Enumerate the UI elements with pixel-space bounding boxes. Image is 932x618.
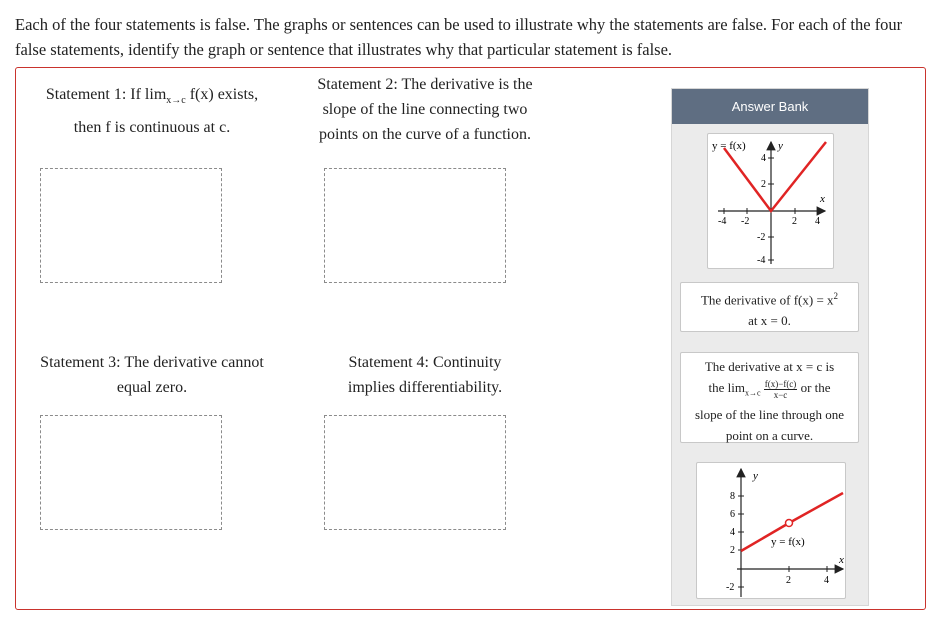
statement-1-rest: f(x) exists, — [185, 86, 259, 103]
sentence2-suffix: or the — [797, 380, 831, 395]
graph2-ytick: 4 — [730, 527, 735, 538]
graph2-ytick: 2 — [730, 545, 735, 556]
statement-1-sub: x→c — [166, 95, 186, 107]
graph2-xtick: 4 — [824, 575, 829, 586]
graph1-x-label: x — [820, 193, 825, 205]
answer-bank — [671, 88, 869, 606]
statement-4 — [300, 350, 550, 400]
graph1-xtick: -4 — [718, 216, 727, 227]
sentence1-func: f(x) = x — [793, 292, 834, 308]
answer-bank-title: Answer Bank — [672, 89, 868, 124]
statement-3 — [18, 350, 286, 400]
graph2-ytick: -2 — [726, 582, 735, 593]
drop-zone-statement-4[interactable] — [324, 415, 506, 530]
statement-2-line3: points on the curve of a function. — [319, 126, 531, 143]
answer-card-limit-definition[interactable] — [680, 352, 859, 443]
graph2-curve-label: y = f(x) — [771, 536, 805, 548]
graph1-xtick: 4 — [815, 216, 820, 227]
statement-1-line2: then f is continuous at c. — [73, 119, 231, 137]
drop-zone-statement-1[interactable] — [40, 168, 222, 283]
graph1-ytick: 4 — [761, 153, 766, 164]
absolute-value-curve — [724, 142, 826, 211]
instructions: Each of the four statements is false. The graphs or sentences can be used to illustrate why the statements are false. For each of the four false statements, identify the graph or sentence that illustrates why that particular statement is false. — [15, 15, 903, 59]
drop-zone-statement-2[interactable] — [324, 168, 506, 283]
statement-3-line2: equal zero. — [116, 379, 188, 396]
statement-3-line1: Statement 3: The derivative cannot — [40, 354, 264, 371]
graph2-xtick: 2 — [786, 575, 791, 586]
sentence1-prefix: The derivative of — [700, 292, 794, 308]
difference-quotient: $\frac{f(x)-f(c)}{x-c}$ — [764, 378, 797, 400]
graph1-y-label: y — [778, 140, 783, 152]
drop-zone-statement-3[interactable] — [40, 415, 222, 530]
statement-2-line1: Statement 2: The derivative is the — [317, 76, 533, 93]
line-segment-right — [789, 493, 843, 523]
graph2-ytick: 8 — [730, 491, 735, 502]
graph1-xtick: -2 — [741, 216, 750, 227]
statement-1 — [22, 82, 282, 140]
graph1-ytick: -2 — [757, 232, 766, 243]
graph1-ytick: 2 — [761, 179, 766, 190]
statement-1-label: Statement 1: If lim — [45, 86, 167, 103]
graph2-ytick: 6 — [730, 509, 735, 520]
graph-removable-discontinuity — [697, 463, 847, 600]
sentence2-line3: slope of the line through one — [694, 406, 845, 422]
graph-absolute-value — [708, 134, 835, 270]
graph1-ytick: -4 — [757, 255, 766, 266]
statement-4-line2: implies differentiability. — [347, 379, 503, 396]
answer-card-derivative-x-squared[interactable] — [680, 282, 859, 332]
graph1-xtick: 2 — [792, 216, 797, 227]
sentence2-line4: point on a curve. — [725, 427, 814, 443]
sentence1-exp: 2 — [833, 291, 839, 301]
sentence2-line1: The derivative at x = c is — [704, 359, 835, 374]
hole-point — [786, 520, 793, 527]
sentence2-lim: the lim — [708, 380, 745, 395]
statement-2 — [296, 72, 554, 147]
answer-card-graph-absolute-value[interactable] — [707, 133, 834, 269]
statement-2-line2: slope of the line connecting two — [322, 101, 528, 118]
graph2-y-label: y — [753, 470, 758, 482]
sentence2-lim-sub: x→c — [744, 388, 761, 398]
statement-4-line1: Statement 4: Continuity — [348, 354, 502, 371]
sentence1-line2: at x = 0. — [748, 313, 791, 329]
graph1-curve-label: y = f(x) — [712, 140, 746, 152]
graph2-x-label: x — [839, 554, 844, 566]
answer-card-graph-removable-discontinuity[interactable] — [696, 462, 846, 599]
